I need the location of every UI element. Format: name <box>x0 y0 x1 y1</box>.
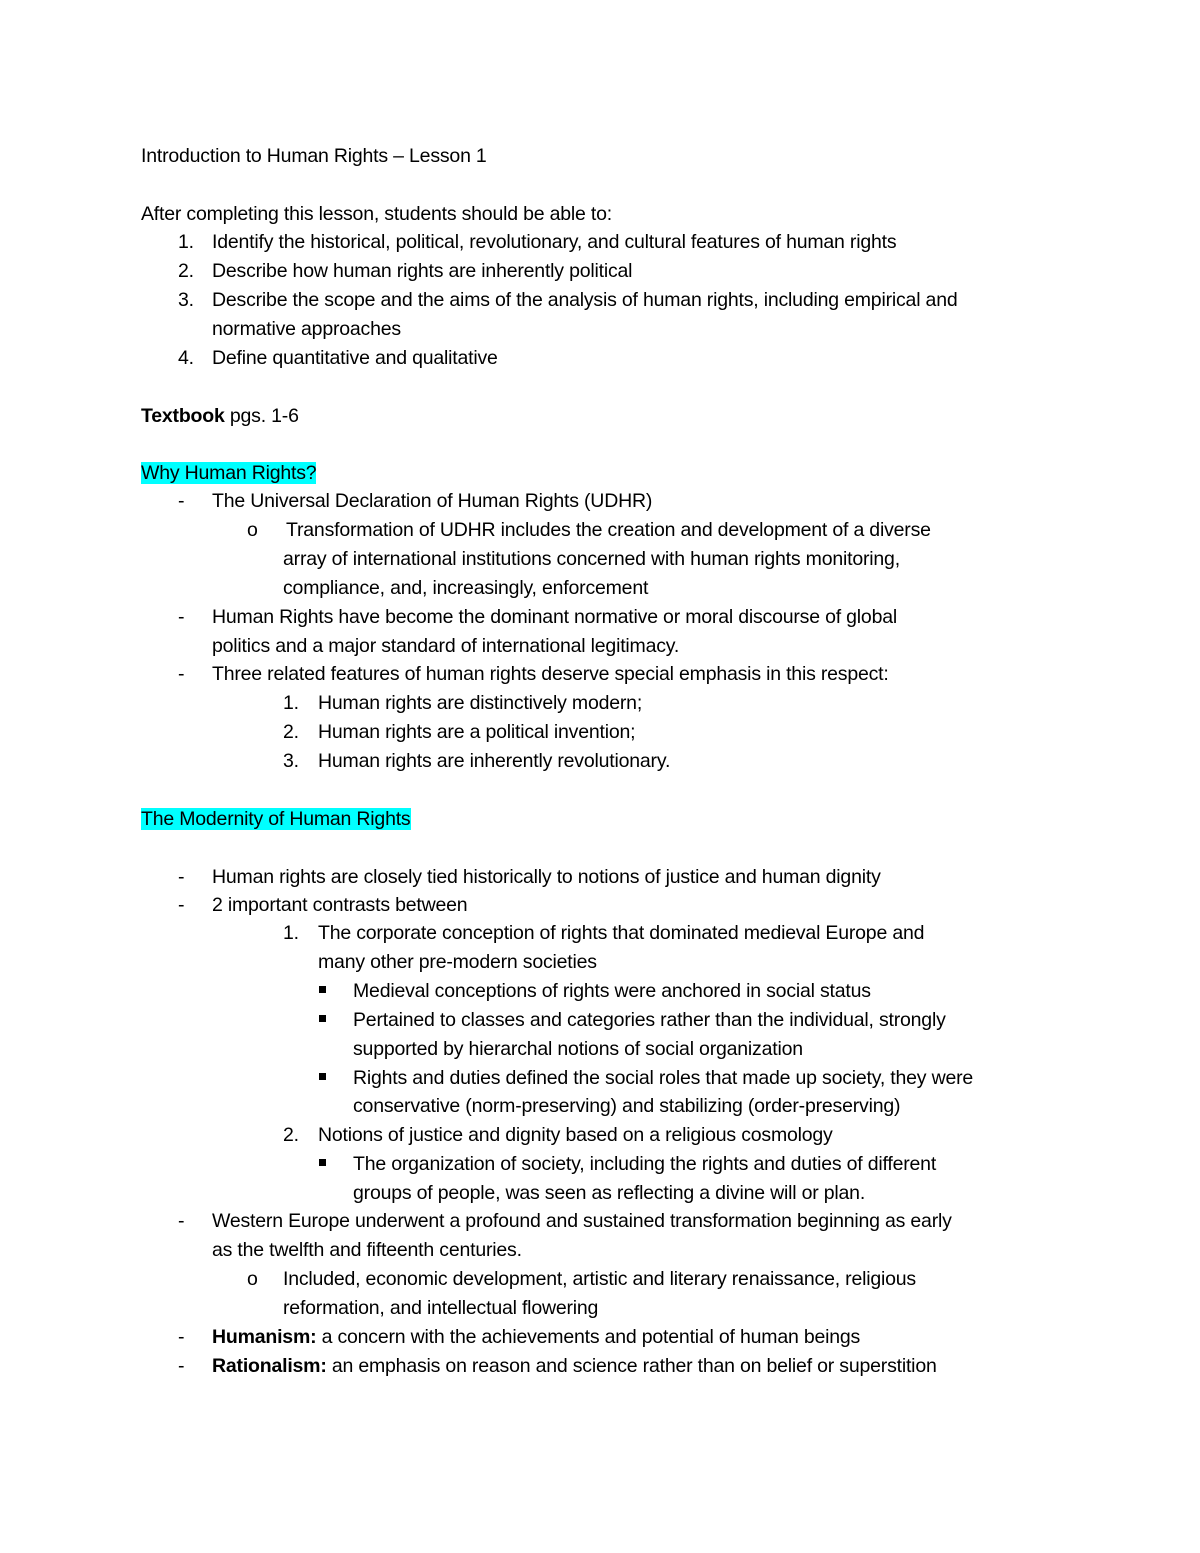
bullet-text-continued: as the twelfth and fifteenth centuries. <box>212 1239 522 1261</box>
list-number: 2. <box>283 721 299 743</box>
bullet-text: The Universal Declaration of Human Rights (UDHR) <box>212 490 653 512</box>
textbook-pages: pgs. 1-6 <box>229 405 299 427</box>
textbook-reference <box>141 405 299 427</box>
bullet-text: Western Europe underwent a profound and sustained transformation beginning as early <box>212 1210 952 1232</box>
square-bullet <box>319 980 326 1002</box>
square-bullet-text-continued: conservative (norm-preserving) and stabilizing (order-preserving) <box>353 1095 901 1117</box>
heading-highlight: Why Human Rights? <box>141 462 317 484</box>
contrast-item-continued: many other pre-modern societies <box>318 951 597 973</box>
objective-item-continued: normative approaches <box>212 318 401 340</box>
definition-item <box>212 1326 860 1348</box>
circle-bullet: o <box>247 1268 258 1290</box>
square-bullet-text: The organization of society, including the rights and duties of different <box>353 1153 937 1175</box>
square-bullet-text: Medieval conceptions of rights were anchored in social status <box>353 980 871 1002</box>
heading-highlight: The Modernity of Human Rights <box>141 808 411 830</box>
section-heading <box>141 808 411 830</box>
bullet-text: Human Rights have become the dominant normative or moral discourse of global <box>212 606 897 628</box>
list-number: 1. <box>178 231 194 253</box>
circle-bullet: o <box>247 519 258 541</box>
contrast-item: The corporate conception of rights that dominated medieval Europe and <box>318 922 925 944</box>
objective-item: Identify the historical, political, revolutionary, and cultural features of human rights <box>212 231 897 253</box>
sub-bullet-text: Included, economic development, artistic and literary renaissance, religious <box>283 1268 916 1290</box>
sub-bullet-text-continued: compliance, and, increasingly, enforcement <box>283 577 649 599</box>
square-bullet-text: Rights and duties defined the social roles that made up society, they were <box>353 1067 974 1089</box>
term-rationalism: Rationalism: <box>212 1355 327 1377</box>
square-bullet <box>319 1067 326 1089</box>
sub-bullet-text-continued: reformation, and intellectual flowering <box>283 1297 599 1319</box>
objective-item: Define quantitative and qualitative <box>212 347 498 369</box>
dash-bullet: - <box>178 894 185 916</box>
section-heading <box>141 462 316 484</box>
dash-bullet: - <box>178 606 185 628</box>
lesson-title: Introduction to Human Rights – Lesson 1 <box>141 145 487 167</box>
list-number: 3. <box>283 750 299 772</box>
feature-item: Human rights are a political invention; <box>318 721 636 743</box>
objectives-intro: After completing this lesson, students should be able to: <box>141 203 612 225</box>
list-number: 1. <box>283 922 299 944</box>
objective-item: Describe the scope and the aims of the analysis of human rights, including empirical and <box>212 289 958 311</box>
dash-bullet: - <box>178 490 185 512</box>
dash-bullet: - <box>178 1326 185 1348</box>
textbook-label: Textbook <box>141 405 225 427</box>
square-bullet-text-continued: supported by hierarchal notions of social organization <box>353 1038 803 1060</box>
feature-item: Human rights are distinctively modern; <box>318 692 643 714</box>
bullet-text: 2 important contrasts between <box>212 894 468 916</box>
square-bullet <box>319 1153 326 1175</box>
list-number: 2. <box>283 1124 299 1146</box>
bullet-text: Human rights are closely tied historically to notions of justice and human dignity <box>212 866 881 888</box>
term-humanism: Humanism: <box>212 1326 317 1348</box>
definition-humanism: a concern with the achievements and potential of human beings <box>321 1326 861 1348</box>
dash-bullet: - <box>178 866 185 888</box>
dash-bullet: - <box>178 1210 185 1232</box>
list-number: 4. <box>178 347 194 369</box>
sub-bullet-text-continued: array of international institutions concerned with human rights monitoring, <box>283 548 900 570</box>
bullet-text-continued: politics and a major standard of international legitimacy. <box>212 635 680 657</box>
list-number: 2. <box>178 260 194 282</box>
list-number: 3. <box>178 289 194 311</box>
objective-item: Describe how human rights are inherently political <box>212 260 633 282</box>
dash-bullet: - <box>178 1355 185 1377</box>
dash-bullet: - <box>178 663 185 685</box>
list-number: 1. <box>283 692 299 714</box>
contrast-item: Notions of justice and dignity based on a religious cosmology <box>318 1124 833 1146</box>
bullet-text: Three related features of human rights deserve special emphasis in this respect: <box>212 663 889 685</box>
sub-bullet-text: Transformation of UDHR includes the creation and development of a diverse <box>286 519 931 541</box>
definition-rationalism: an emphasis on reason and science rather than on belief or superstition <box>331 1355 937 1377</box>
square-bullet-text: Pertained to classes and categories rather than the individual, strongly <box>353 1009 946 1031</box>
square-bullet-text-continued: groups of people, was seen as reflecting a divine will or plan. <box>353 1182 866 1204</box>
feature-item: Human rights are inherently revolutionary. <box>318 750 671 772</box>
definition-item <box>212 1355 937 1377</box>
square-bullet <box>319 1009 326 1031</box>
